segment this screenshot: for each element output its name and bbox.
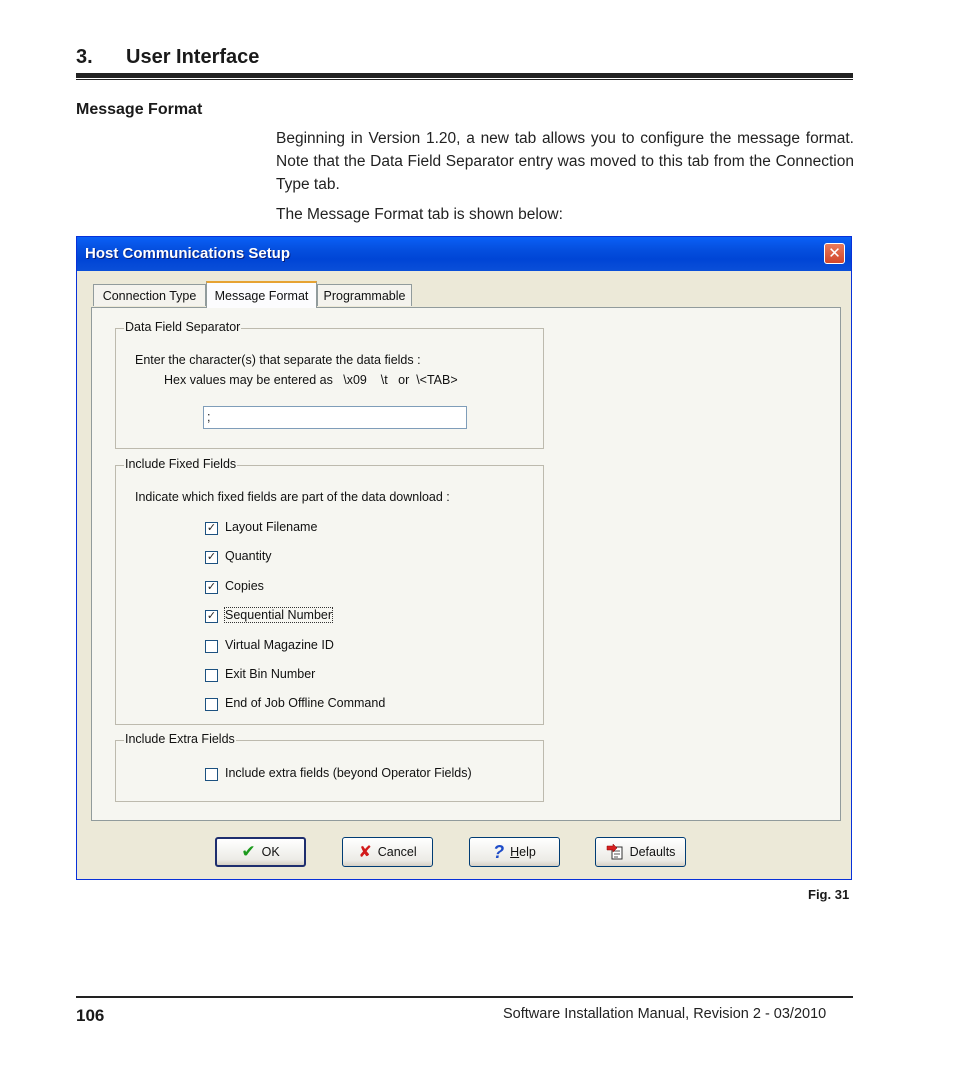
- virtual-magazine-id-checkbox[interactable]: [205, 640, 218, 653]
- ok-button[interactable]: [215, 837, 306, 867]
- close-icon: ✕: [828, 245, 841, 262]
- manual-title: Software Installation Manual, Revision 2 - 03/2010: [503, 1006, 827, 1022]
- checkmark-icon: ✔: [241, 842, 256, 861]
- include-extra-fields-label[interactable]: Include extra fields (beyond Operator Fields): [225, 766, 472, 780]
- help-button[interactable]: [469, 837, 560, 867]
- group-label: Include Fixed Fields: [125, 457, 237, 471]
- layout-filename-label[interactable]: Layout Filename: [225, 520, 318, 534]
- header-rule-thin: [76, 79, 853, 80]
- copies-checkbox[interactable]: ✓: [206, 581, 217, 593]
- host-communications-dialog: [76, 236, 852, 880]
- question-icon: ?: [493, 841, 505, 862]
- sequential-number-checkbox[interactable]: ✓: [206, 610, 217, 622]
- figure-intro-paragraph: The Message Format tab is shown below:: [276, 206, 563, 223]
- tab-message-format[interactable]: Message Format: [206, 281, 317, 308]
- layout-filename-checkbox[interactable]: ✓: [206, 522, 217, 534]
- page-number: 106: [76, 1006, 105, 1025]
- subheading: Message Format: [76, 101, 203, 118]
- tab-connection-type[interactable]: Connection Type: [93, 284, 206, 306]
- cancel-button[interactable]: [342, 837, 433, 867]
- exit-bin-number-label[interactable]: Exit Bin Number: [225, 667, 316, 681]
- defaults-label: Defaults: [629, 845, 676, 859]
- defaults-button[interactable]: [595, 837, 686, 867]
- fixed-fields-instruction: Indicate which fixed fields are part of the data download :: [135, 490, 450, 504]
- defaults-icon: [606, 844, 624, 860]
- group-label: Include Extra Fields: [125, 732, 235, 746]
- virtual-magazine-id-label[interactable]: Virtual Magazine ID: [225, 638, 334, 652]
- sequential-number-label[interactable]: Sequential Number: [225, 608, 333, 622]
- section-title: User Interface: [126, 46, 260, 68]
- separator-input[interactable]: ;: [203, 406, 467, 429]
- separator-instruction: Enter the character(s) that separate the data fields :: [135, 353, 421, 367]
- include-fixed-fields-group: [115, 457, 544, 725]
- end-of-job-offline-checkbox[interactable]: [205, 698, 218, 711]
- quantity-label[interactable]: Quantity: [225, 549, 272, 563]
- cancel-label: Cancel: [377, 845, 417, 859]
- section-number: 3.: [76, 46, 93, 68]
- cross-icon: ✘: [358, 844, 372, 861]
- include-extra-fields-checkbox[interactable]: [205, 768, 218, 781]
- header-rule-thick: [76, 73, 853, 78]
- tab-programmable[interactable]: Programmable: [317, 284, 412, 306]
- separator-hex-hint: Hex values may be entered as \x09 \t or \<TAB>: [164, 373, 458, 387]
- group-label: Data Field Separator: [125, 320, 241, 334]
- footer-rule: [76, 996, 853, 998]
- quantity-checkbox[interactable]: ✓: [206, 551, 217, 563]
- ok-label: OK: [261, 845, 280, 859]
- close-button[interactable]: [824, 243, 845, 264]
- intro-paragraph: Beginning in Version 1.20, a new tab allows you to configure the message format. Note that the Data Field Separator entry was moved to this tab from the Connection Type tab.: [276, 130, 854, 193]
- figure-caption: Fig. 31: [808, 887, 850, 902]
- end-of-job-offline-label[interactable]: End of Job Offline Command: [225, 696, 386, 710]
- title-bar[interactable]: [77, 237, 851, 271]
- data-field-separator-group: [115, 320, 544, 449]
- tab-panel: [91, 307, 841, 821]
- exit-bin-number-checkbox[interactable]: [205, 669, 218, 682]
- help-label: Help: [510, 845, 536, 859]
- dialog-title: Host Communications Setup: [85, 245, 291, 262]
- copies-label[interactable]: Copies: [225, 579, 264, 593]
- include-extra-fields-group: [115, 732, 544, 802]
